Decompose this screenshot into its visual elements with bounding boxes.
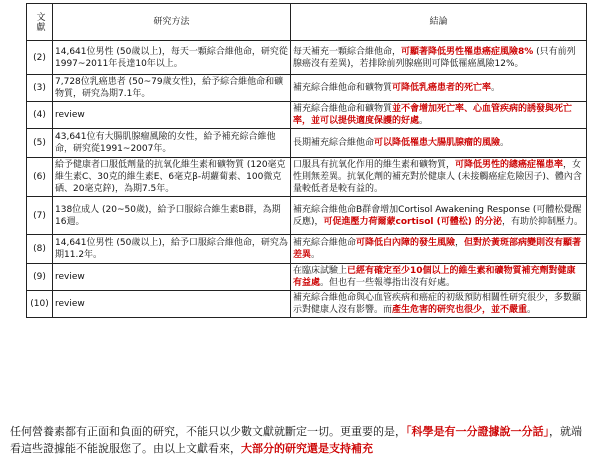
ref-cell: (5) [27, 129, 53, 158]
table-row [27, 102, 587, 129]
table-row [27, 291, 587, 318]
conclusion-text: ，女性則無差異。抗氧化劑的補充對於健康人 (未接觸癌症危險因子)、體內含量較低者是較有益的。 [293, 160, 582, 194]
highlight-text: 可降低乳癌患者的死亡率 [392, 83, 492, 93]
table-row [27, 235, 587, 264]
conclusion-text: 每天補充一顆綜合維他命， [293, 46, 402, 57]
ref-cell: (6) [27, 158, 53, 197]
ref-cell: (7) [27, 197, 53, 235]
table-row [27, 129, 587, 158]
summary-paragraph [10, 423, 590, 457]
table-row [27, 75, 587, 102]
highlight-text: 並不會增加死亡率、心血管疾病的誘發與死亡率 [293, 104, 573, 126]
method-cell: review [53, 291, 291, 318]
conclusion-text: 補充綜合維他命與心血管疾病和癌症的初級預防相關性研究很少，多數顯示對健康人沒有影響。而 [293, 293, 582, 315]
conclusion-text: 。 [491, 83, 501, 93]
highlight-text: 但對於黃斑部病變則沒有顯著差異 [293, 238, 582, 260]
summary-text: ，就端看這些證據能不能說服您了。由以上文獻看來， [10, 425, 582, 455]
header-conclusion: 結論 [291, 4, 587, 41]
method-cell: 14,641位男性 (50歲以上)，給予口服綜合維他命，研究為期11.2年。 [53, 235, 291, 264]
method-cell: 7,728位乳癌患者 (50~79歲女性)，給予綜合維他命和礦物質，研究為期7.1年。 [53, 75, 291, 102]
ref-cell: (10) [27, 291, 53, 318]
highlight-text: 可顯著降低男性罹患癌症風險8% [401, 46, 534, 57]
highlight-text: 可以降低罹患大腸肌腺瘤的風險 [374, 138, 501, 148]
table-row [27, 158, 587, 197]
conclusion-text: 補充綜合維他命和礦物質 [293, 83, 393, 93]
method-cell: review [53, 102, 291, 129]
table-row [27, 264, 587, 291]
conclusion-cell [291, 197, 587, 235]
conclusion-cell [291, 235, 587, 264]
table-row [27, 197, 587, 235]
method-cell: 14,641位男性 (50歲以上)，每天一顆綜合維他命，研究從1997~2011年長達10年以上。 [53, 41, 291, 75]
conclusion-cell [291, 264, 587, 291]
conclusion-text: 長期補充綜合維他命 [293, 138, 375, 148]
conclusion-text: 。 [500, 138, 510, 148]
conclusion-text: 。 [311, 250, 321, 260]
header-method: 研究方法 [53, 4, 291, 41]
highlight-text: 可降低白內障的發生風險 [356, 238, 456, 248]
ref-cell: (4) [27, 102, 53, 129]
conclusion-text: 口服具有抗氧化作用的維生素和礦物質， [293, 160, 456, 170]
method-cell: 給予健康者口服低劑量的抗氧化維生素和礦物質 (120毫克維生素C、30克的維生素E、6毫克β-胡蘿蔔素、100微克硒、20毫克鋅)，為期7.5年。 [53, 158, 291, 197]
header-ref: 文獻 [27, 4, 53, 41]
conclusion-text: (只有前列腺癌沒有差異)，若排除前列腺癌則可降低罹癌風險12%。 [293, 46, 576, 69]
highlight-text: ，並可以提供適度保護的好處 [302, 116, 420, 126]
conclusion-cell [291, 41, 587, 75]
ref-cell: (3) [27, 75, 53, 102]
ref-cell: (8) [27, 235, 53, 264]
conclusion-cell [291, 291, 587, 318]
method-cell: 43,641位有大腸肌腺瘤風險的女性，給予補充綜合維他命，研究從1991~2007年。 [53, 129, 291, 158]
method-cell: review [53, 264, 291, 291]
conclusion-text: 。但也有一些報導指出沒有好處。 [320, 278, 456, 288]
highlight-text: 可降低男性的總癌症罹患率 [455, 160, 564, 170]
highlight-text: 產生危害的研究也很少，並不嚴重 [392, 305, 528, 315]
conclusion-cell [291, 102, 587, 129]
summary-highlight: 大部分的研究還是支持補充 [241, 442, 373, 455]
highlight-text: 可促進壓力荷爾蒙cortisol (可體松) 的分泌 [323, 216, 502, 227]
table-body [27, 41, 587, 318]
ref-cell: (2) [27, 41, 53, 75]
conclusion-text: ， [455, 238, 465, 248]
research-table [26, 3, 587, 318]
summary-highlight: 「科學是有一分證據說一分話」 [406, 425, 549, 438]
table-row [27, 41, 587, 75]
conclusion-cell [291, 129, 587, 158]
conclusion-text: 補充綜合維他命 [293, 238, 357, 248]
conclusion-text: ，有助於抑制壓力。 [501, 216, 583, 227]
conclusion-text: 。 [527, 305, 537, 315]
highlight-text: 已經有確定至少10個以上的維生素和礦物質補充劑對健康有益處 [293, 266, 576, 288]
ref-cell: (9) [27, 264, 53, 291]
table-header-row [27, 4, 587, 41]
research-table-container [26, 3, 586, 318]
conclusion-cell [291, 75, 587, 102]
conclusion-text: 在臨床試驗上 [293, 266, 348, 276]
conclusion-text: 補充綜合維他命B群會增加Cortisol Awakening Response (可體松覺醒反應)， [293, 204, 582, 227]
method-cell: 138位成人 (20~50歲)，給予口服綜合維生素B群，為期16週。 [53, 197, 291, 235]
conclusion-text: 補充綜合維他命和礦物質 [293, 104, 393, 114]
conclusion-cell [291, 158, 587, 197]
conclusion-text: 。 [419, 116, 429, 126]
summary-text: 任何營養素都有正面和負面的研究，不能只以少數文獻就斷定一切。更重要的是， [10, 425, 406, 438]
